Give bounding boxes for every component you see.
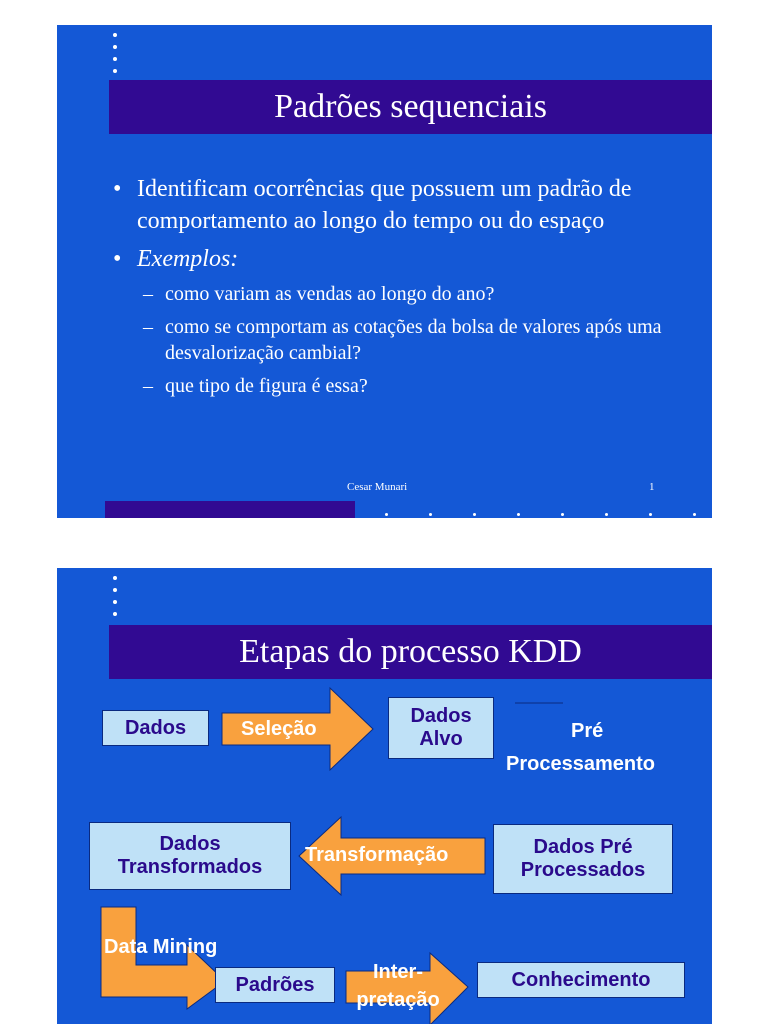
slide-etapas-kdd <box>57 568 712 1024</box>
sub-bullet-marker: – <box>143 316 153 338</box>
box-conhecimento: Conhecimento <box>477 962 685 998</box>
sub-bullet-text: que tipo de figura é essa? <box>165 375 368 397</box>
box-dados-pre-processados: Dados Pré Processados <box>493 824 673 894</box>
bullet-text: Exemplos: <box>137 246 239 272</box>
vertical-dots-decoration <box>113 33 117 73</box>
vertical-dots-decoration <box>113 576 117 616</box>
box-dados: Dados <box>102 710 209 746</box>
bullet-list <box>107 173 687 406</box>
slide-title: Etapas do processo KDD <box>109 625 712 679</box>
bullet-marker: • <box>113 246 122 272</box>
sub-bullet-text: como variam as vendas ao longo do ano? <box>165 283 495 305</box>
arrow-label-inter: Inter- <box>373 961 423 983</box>
arrow-label-transformacao: Transformação <box>305 844 449 866</box>
bullet-marker: • <box>113 176 122 202</box>
footer-author: Cesar Munari <box>347 481 408 493</box>
box-dados-transformados: Dados Transformados <box>89 822 291 890</box>
sub-bullet-marker: – <box>143 375 153 397</box>
sub-bullet-text: como se comportam as cotações da bolsa de valores após uma desvalorização cambial? <box>165 316 662 364</box>
slide-padroes-sequenciais <box>57 25 712 518</box>
page-number: 1 <box>649 481 655 493</box>
sub-bullet-item <box>107 281 687 307</box>
bullet-item <box>107 243 687 275</box>
bullet-item <box>107 173 687 237</box>
footer-bar-decoration <box>105 501 355 518</box>
box-dados-alvo: Dados Alvo <box>388 697 494 759</box>
sub-bullet-item <box>107 314 687 366</box>
arrow-label-processamento: Processamento <box>506 753 655 775</box>
box-padroes: Padrões <box>215 967 335 1003</box>
sub-bullet-marker: – <box>143 283 153 305</box>
arrow-label-pretacao: pretação <box>356 989 440 1011</box>
slide-title: Padrões sequenciais <box>109 80 712 134</box>
arrow-label-selecao: Seleção <box>241 718 317 740</box>
arrow-label-pre: Pré <box>571 720 604 742</box>
sub-bullet-item <box>107 373 687 399</box>
arrow-label-data-mining: Data Mining <box>104 936 218 958</box>
bullet-text: Identificam ocorrências que possuem um padrão de comportamento ao longo do tempo ou do espaço <box>137 176 632 234</box>
